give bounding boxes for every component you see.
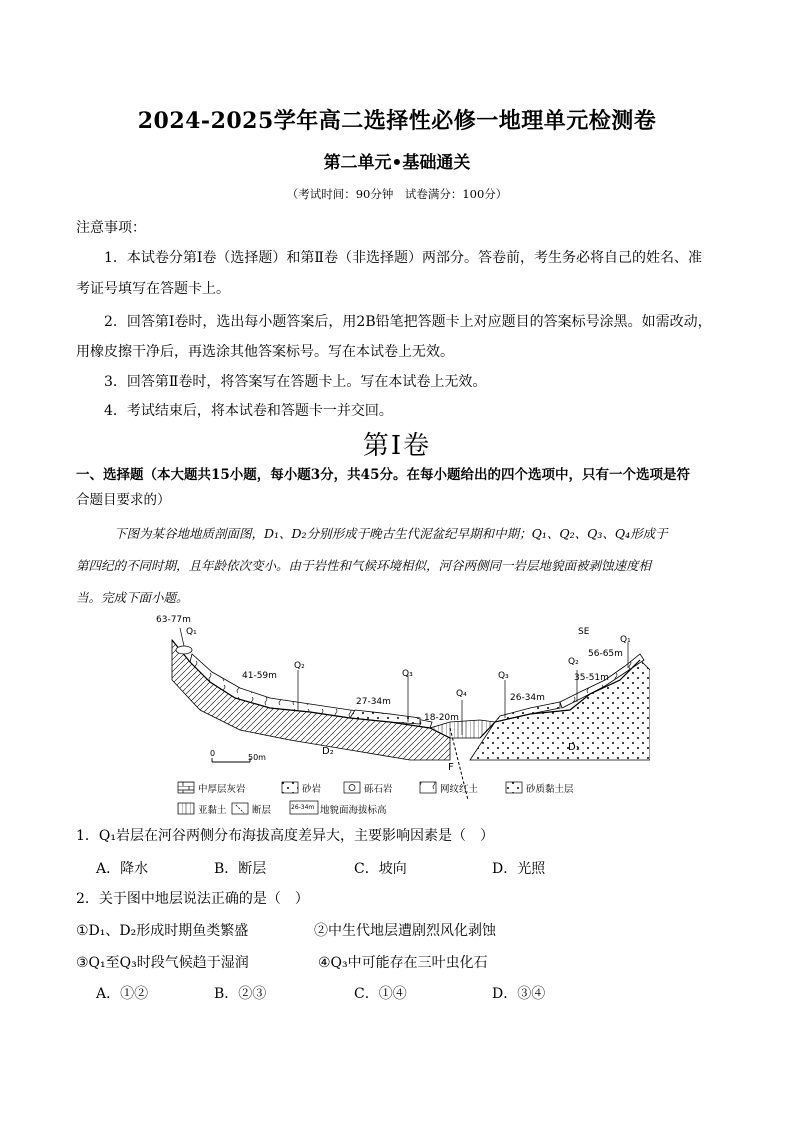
- svg-text:砂质黏土层: 砂质黏土层: [526, 784, 574, 795]
- passage-line: 下图为某谷地地质剖面图，D₁、D₂分别形成于晚古生代泥盆纪早期和中期；Q₁、Q₂、Q₃、Q₄形成于: [114, 526, 668, 541]
- label-q2-right: Q₂: [568, 657, 579, 667]
- q2-option-c[interactable]: C．①④: [354, 986, 407, 1002]
- label-q3-left: Q₃: [402, 669, 413, 679]
- notice-item: 考证号填写在答题卡上。: [76, 281, 230, 297]
- passage-line: 当。完成下面小题。: [76, 590, 189, 605]
- q2-option-d[interactable]: D．③④: [492, 986, 546, 1002]
- part-title: [76, 465, 726, 485]
- q2-option-a[interactable]: A．①②: [96, 986, 149, 1002]
- notice-heading: 注意事项：: [76, 220, 146, 236]
- q2-statement-1: ①D₁、D₂形成时期鱼类繁盛: [76, 923, 249, 939]
- passage-line: 第四纪的不同时期，且年龄依次变小。由于岩性和气候环境相似，河谷两侧同一岩层地貌面被剥蚀速度相: [76, 558, 652, 573]
- notice-item: 4．考试结束后，将本试卷和答题卡一并交回。: [104, 403, 393, 419]
- label-direction: SE: [578, 627, 590, 637]
- label-d2: D₂: [322, 746, 334, 757]
- label-q1-right: Q₁: [620, 635, 631, 645]
- legend-item-limestone: [178, 782, 246, 795]
- label-q4: Q₄: [456, 689, 467, 699]
- q2-option-b[interactable]: B．②③: [214, 986, 267, 1002]
- legend-item-subclay: [178, 803, 227, 816]
- svg-text:砂岩: 砂岩: [302, 784, 322, 795]
- exam-title: 2024-2025学年高二选择性必修一地理单元检测卷: [137, 108, 657, 134]
- svg-text:地貌面海拔标高: 地貌面海拔标高: [320, 805, 387, 816]
- notice-item: 3．回答第Ⅱ卷时，将答案写在答题卡上。写在本试卷上无效。: [104, 374, 487, 390]
- notice-item: 2．回答第Ⅰ卷时，选出每小题答案后，用2B铅笔把答题卡上对应题目的答案标号涂黑。如需改动，: [104, 314, 712, 330]
- q2-statement-3: ③Q₁至Q₃时段气候趋于湿润: [76, 955, 249, 971]
- geologic-cross-section: [150, 610, 650, 820]
- notice-item: 用橡皮擦干净后，再选涂其他答案标号。写在本试卷上无效。: [76, 344, 454, 360]
- question-2-stem: 2．关于图中地层说法正确的是（ ）: [76, 891, 309, 907]
- svg-text:断层: 断层: [252, 805, 272, 816]
- exam-subtitle: 第二单元•基础通关: [323, 153, 471, 173]
- notice-item: 1．本试卷分第Ⅰ卷（选择题）和第Ⅱ卷（非选择题）两部分。答卷前，考生务必将自己的姓名、准: [104, 250, 702, 266]
- q2-statement-4: ④Q₃中可能存在三叶虫化石: [318, 955, 488, 971]
- svg-text:中厚层灰岩: 中厚层灰岩: [198, 784, 246, 795]
- question-1-stem: 1．Q₁岩层在河谷两侧分布海拔高度差异大，主要影响因素是（ ）: [76, 828, 494, 844]
- label-q2-left-height: 41-59m: [242, 671, 277, 681]
- svg-text:网纹红土: 网纹红土: [440, 784, 479, 795]
- legend-item-red-clay: [420, 782, 479, 795]
- part-title-line-1: 一、选择题（本大题共15小题，每小题3分，共45分。在每小题给出的四个选项中，只有一个选项是符: [76, 467, 690, 483]
- exam-info: （考试时间：90分钟 试卷满分：100分）: [286, 187, 508, 201]
- label-q4-height: 18-20m: [424, 713, 459, 723]
- label-q2-right-height: 35-51m: [574, 673, 609, 683]
- q2-statement-2: ②中生代地层遭剧烈风化剥蚀: [314, 923, 496, 939]
- q1-option-c[interactable]: C．坡向: [354, 861, 407, 877]
- label-fault: F: [448, 762, 454, 773]
- scale-zero: 0: [210, 749, 216, 758]
- legend-item-fault: [232, 803, 272, 816]
- q1-option-d[interactable]: D．光照: [492, 861, 546, 877]
- label-q3-right: Q₃: [498, 671, 509, 681]
- part-title-line-2: 合题目要求的）: [76, 492, 171, 508]
- label-q3-left-height: 27-34m: [356, 697, 391, 707]
- svg-text:砾石岩: 砾石岩: [364, 784, 393, 795]
- legend-item-elevation: [290, 801, 387, 816]
- volume-title: 第Ⅰ卷: [362, 431, 432, 461]
- label-q3-right-height: 26-34m: [510, 693, 545, 703]
- q1-option-a[interactable]: A．降水: [96, 861, 149, 877]
- svg-text:26-34m: 26-34m: [291, 804, 315, 811]
- legend-item-sandy-clay: [506, 782, 574, 795]
- scale-length: 50m: [248, 753, 266, 762]
- svg-text:亚黏土: 亚黏土: [198, 805, 227, 816]
- label-q2-left: Q₂: [294, 661, 305, 671]
- legend-item-sandstone: [282, 782, 322, 795]
- legend-item-conglomerate: [344, 782, 393, 795]
- label-d1: D₁: [568, 742, 580, 753]
- label-q1-left: Q₁: [186, 627, 197, 637]
- label-q1-right-height: 56-65m: [588, 649, 623, 659]
- q1-option-b[interactable]: B．断层: [214, 861, 267, 877]
- label-q1-left-height: 63-77m: [156, 615, 191, 625]
